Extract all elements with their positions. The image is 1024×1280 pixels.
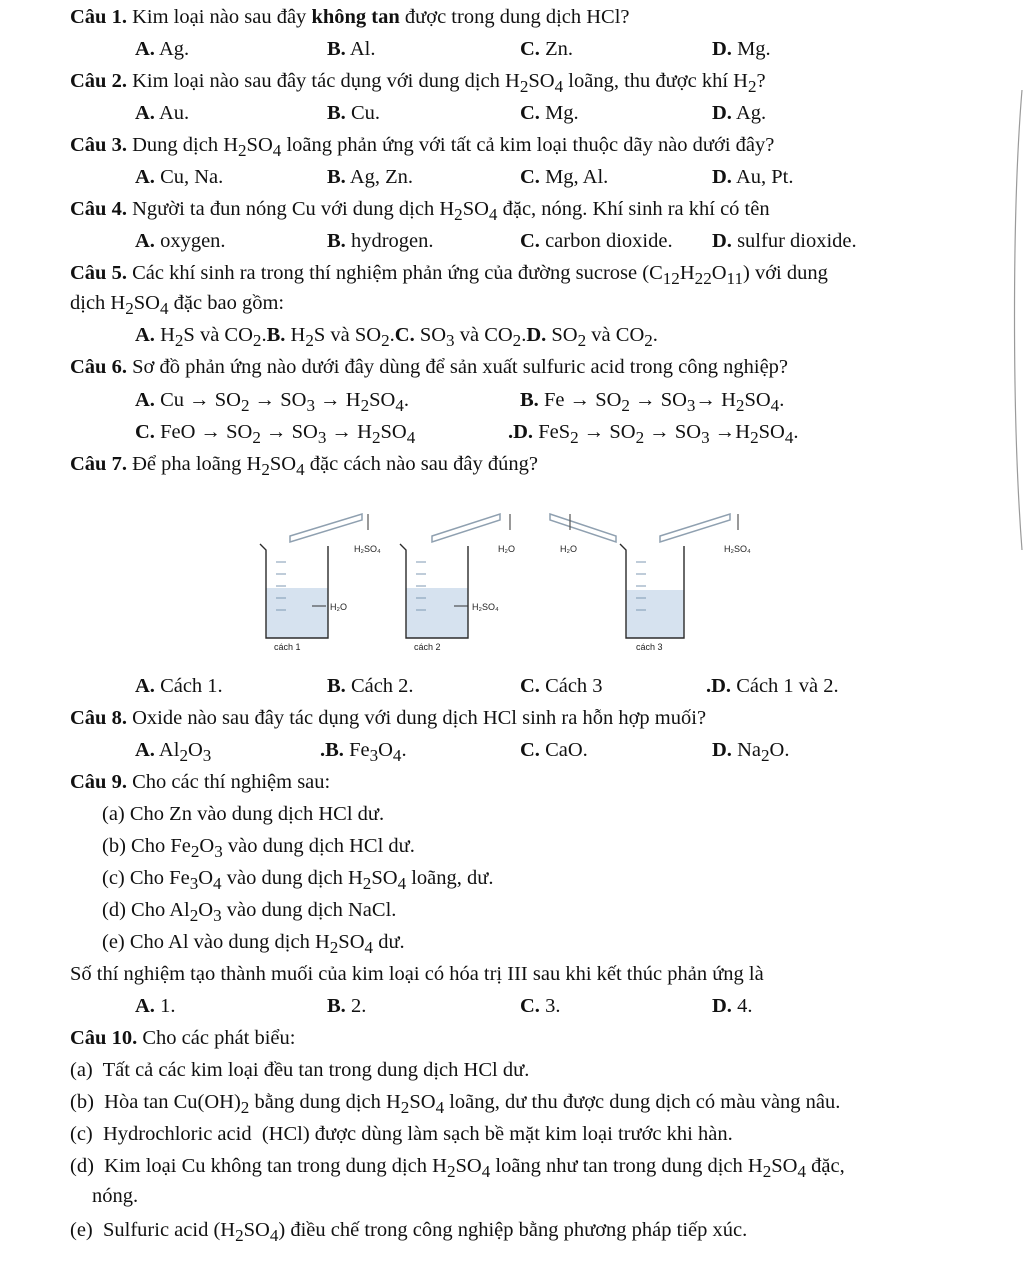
question-1 [70, 4, 630, 30]
pipette-tube [660, 514, 730, 542]
question-label: Câu 6. [70, 356, 127, 378]
option-label: .D. [508, 421, 534, 443]
option-b[interactable]: .B. $Fe_3O_4$. [320, 739, 407, 766]
pipette-tube [432, 514, 500, 542]
dilution-diagram [250, 500, 770, 660]
option-text: Cách 3 [545, 675, 603, 697]
emphasis-text: không tan [311, 6, 400, 28]
subscript: 2 [238, 141, 247, 161]
question-text: SO [246, 134, 273, 156]
page-edge-curve [1010, 90, 1024, 550]
question-5-options[interactable] [135, 322, 658, 354]
question-text: O [711, 262, 727, 284]
option-label: A. [135, 230, 155, 252]
question-8 [70, 705, 706, 731]
option-text: H [285, 324, 306, 346]
option-label: A. [135, 739, 155, 761]
subscript: 2 [454, 205, 463, 225]
option-label: A. [135, 324, 155, 346]
option-label: C. [520, 675, 540, 697]
question-text: Kim loại nào sau đây tác dụng với dung dịch H [132, 70, 520, 92]
question-text: Người ta đun nóng Cu với dung dịch H [132, 198, 455, 220]
question-text: Để pha loãng H [132, 453, 262, 475]
option-text: SO [414, 324, 447, 346]
experiment-c: (c) Cho $Fe_3O_4$ vào dung dịch $H_2SO_4$ loãng, dư. [102, 867, 494, 894]
option-d[interactable] [706, 673, 839, 699]
question-10 [70, 1025, 295, 1051]
question-label: Câu 7. [70, 453, 127, 475]
subscript: 4 [554, 77, 564, 97]
option-b[interactable] [327, 164, 413, 190]
option-label: A. [135, 166, 155, 188]
question-label: Câu 9. [70, 771, 127, 793]
question-label: Câu 8. [70, 707, 127, 729]
subscript: 2 [747, 77, 757, 97]
h2so4-label: H₂SO₄ [354, 544, 381, 554]
statement-e: (e) Sulfuric acid $(H_2SO_4)$ điều chế trong công nghiệp bằng phương pháp tiếp xúc. [70, 1219, 748, 1246]
option-text: CaO. [545, 739, 588, 761]
option-label: D. [712, 166, 732, 188]
option-label: B. [327, 102, 346, 124]
h2so4-label: H₂SO₄ [724, 544, 751, 554]
option-text: và CO [454, 324, 513, 346]
option-label: D. [712, 38, 732, 60]
option-a[interactable] [135, 36, 189, 62]
question-text: loãng, thu được khí H [563, 70, 748, 92]
question-9 [70, 769, 330, 795]
subscript: 12 [662, 269, 680, 289]
option-label: B. [327, 38, 346, 60]
subscript: 2 [252, 331, 262, 351]
question-text: Cho các phát biểu: [142, 1027, 296, 1049]
option-label: B. [520, 389, 539, 411]
subscript: 4 [272, 141, 282, 161]
option-text: 3. [545, 995, 561, 1017]
option-c[interactable] [520, 36, 573, 62]
setup-2-caption: cách 2 [414, 642, 441, 652]
pipette-tube [550, 514, 616, 542]
question-text: Kim loại nào sau đây [132, 6, 312, 28]
option-c[interactable] [520, 673, 603, 699]
option-c[interactable] [520, 100, 579, 126]
question-text: dịch H [70, 292, 126, 314]
option-text: hydrogen. [350, 230, 434, 252]
option-label: .B. [320, 739, 344, 761]
subscript: 2 [512, 331, 522, 351]
option-label: D. [712, 995, 732, 1017]
experiment-d: (d) Cho $Al_2O_3$ vào dung dịch NaCl. [102, 899, 397, 926]
option-text: Al. [349, 38, 376, 60]
liquid-fill [406, 588, 468, 638]
subscript: 3 [446, 331, 455, 351]
option-a[interactable]: A. $Al_2O_3$ [135, 739, 212, 766]
question-label: Câu 2. [70, 70, 127, 92]
option-text: Ag, Zn. [349, 166, 414, 188]
question-text: Các khí sinh ra trong thí nghiệm phản ứng của đường sucrose (C [132, 262, 663, 284]
subscript: 4 [296, 460, 305, 480]
question-text: SO [462, 198, 489, 220]
option-label: B. [327, 166, 346, 188]
option-a[interactable]: A. $Cu \to SO_2 \to SO_3 \to H_2SO_4$. [135, 389, 410, 416]
question-6 [70, 354, 788, 380]
question-text: H [679, 262, 695, 284]
question-text: ) với dung [743, 262, 828, 284]
option-label: .D. [706, 675, 732, 697]
h2o-label: H₂O [330, 602, 347, 612]
subscript: 2 [305, 331, 314, 351]
option-text: Zn. [545, 38, 573, 60]
option-d[interactable] [712, 228, 857, 254]
question-text: Sơ đồ phản ứng nào dưới đây dùng để sản xuất sulfuric acid trong công nghiệp? [132, 356, 789, 378]
liquid-fill [266, 588, 328, 638]
option-c[interactable] [520, 993, 560, 1019]
option-text: Mg, Al. [545, 166, 609, 188]
option-a[interactable] [135, 164, 223, 190]
option-b[interactable]: B. $Fe \to SO_2 \to SO_3\to H_2SO_4$. [520, 389, 785, 416]
option-text: Cách 1 và 2. [736, 675, 839, 697]
subscript: 4 [488, 205, 498, 225]
option-b[interactable] [327, 673, 414, 699]
option-label: B. [327, 675, 346, 697]
question-label: Câu 5. [70, 262, 127, 284]
option-text: Au. [158, 102, 190, 124]
option-b[interactable] [327, 228, 434, 254]
option-label: C. [520, 166, 540, 188]
question-text: Dung dịch H [132, 134, 238, 156]
option-d[interactable] [712, 100, 766, 126]
option-a[interactable] [135, 673, 223, 699]
option-label: B. [266, 324, 286, 346]
question-3 [70, 132, 774, 164]
option-d[interactable] [712, 36, 771, 62]
option-label: A. [135, 995, 155, 1017]
experiment-a: (a) Cho Zn vào dung dịch HCl dư. [102, 803, 385, 825]
option-text: Cu, Na. [160, 166, 224, 188]
subscript: 2 [174, 331, 184, 351]
option-label: A. [135, 102, 155, 124]
option-label: C. [520, 102, 540, 124]
option-label: D. [712, 230, 732, 252]
option-text: Ag. [735, 102, 767, 124]
option-text: sulfur dioxide. [737, 230, 857, 252]
setup-2 [400, 514, 515, 652]
setup-3 [550, 514, 751, 652]
question-2 [70, 68, 766, 100]
option-label: C. [520, 995, 540, 1017]
option-text: 2. [350, 995, 367, 1017]
question-text: loãng phản ứng với tất cả kim loại thuộc dãy nào dưới đây? [281, 134, 775, 156]
question-4 [70, 196, 770, 228]
option-d[interactable] [712, 164, 793, 190]
option-d[interactable] [712, 993, 752, 1019]
question-7 [70, 451, 538, 483]
option-c[interactable]: C. FeO → $SO_2 \to SO_3 \to H_2SO_4$ [135, 421, 416, 448]
option-label: C. [520, 38, 540, 60]
question-text: SO [269, 453, 297, 475]
h2o-label: H₂O [498, 544, 515, 554]
setup-3-caption: cách 3 [636, 642, 663, 652]
option-text: oxygen. [160, 230, 226, 252]
question-label: Câu 10. [70, 1027, 138, 1049]
option-text: . [652, 324, 658, 346]
option-label: C. [520, 739, 540, 761]
liquid-fill [626, 590, 684, 638]
subscript: 2 [261, 460, 270, 480]
question-text: SO [528, 70, 555, 92]
option-text: Ag. [158, 38, 190, 60]
option-label: A. [135, 38, 155, 60]
subscript: 2 [577, 331, 587, 351]
question-label: Câu 1. [70, 6, 127, 28]
option-label: A. [135, 675, 155, 697]
option-text: Au, Pt. [735, 166, 794, 188]
option-a[interactable] [135, 100, 189, 126]
subscript: 2 [644, 331, 653, 351]
statement-b: (b) Hòa $\tan Cu(OH)_2$ bằng dung dịch $H_2SO_4$ loãng, dư thu được dung dịch có màu vàng nâu. [70, 1091, 841, 1118]
option-text: S và SO [313, 324, 382, 346]
setup-1-caption: cách 1 [274, 642, 301, 652]
option-label: D. [712, 739, 732, 761]
question-text: được trong dung dịch HCl? [399, 6, 630, 28]
option-c[interactable] [520, 228, 673, 254]
question-text: đặc cách nào sau đây đúng? [304, 453, 539, 475]
setup-1 [260, 514, 381, 652]
option-label: C. [135, 421, 155, 443]
option-a[interactable] [135, 228, 226, 254]
option-c[interactable] [520, 164, 608, 190]
subscript: 2 [519, 77, 529, 97]
h2so4-label: H₂SO₄ [472, 602, 499, 612]
question-5-continued [70, 290, 284, 322]
option-label: D. [712, 102, 732, 124]
option-d[interactable]: .D. $FeS_2 \to SO_2 \to SO_3 \to H_2SO_4$. [508, 421, 799, 448]
statement-c: (c) Hydrochloric acid (HCl) được dùng làm sạch bề mặt kim loại trước khi hàn. [70, 1123, 733, 1145]
option-text: SO [546, 324, 578, 346]
option-text: Cách 1. [160, 675, 223, 697]
subscript: 11 [726, 269, 743, 289]
question-label: Câu 3. [70, 134, 127, 156]
question-9-prompt [70, 961, 764, 987]
experiment-b: (b) Cho $Fe_2O_3$ vào dung dịch HCl dư. [102, 835, 415, 862]
statement-d: (d) Kim loại Cu không tan trong dung dịch $H_2SO_4$ loãng như tan trong dung dịch $H_2SO_4$ đặc, [70, 1155, 845, 1182]
option-label: D. [526, 324, 547, 346]
question-text: Cho các thí nghiệm sau: [132, 771, 331, 793]
subscript: 4 [160, 299, 169, 319]
option-a[interactable] [135, 993, 175, 1019]
subscript: 2 [381, 331, 390, 351]
option-label: C. [520, 230, 540, 252]
question-text: SO [133, 292, 160, 314]
subscript: 22 [694, 269, 712, 289]
h2o-label: H₂O [560, 544, 577, 554]
option-c[interactable] [520, 737, 588, 763]
question-text: đặc bao gồm: [168, 292, 285, 314]
option-b[interactable] [327, 36, 375, 62]
option-label: A. [135, 389, 155, 411]
option-text: 4. [737, 995, 753, 1017]
option-text: và CO [586, 324, 645, 346]
question-text: Số thí nghiệm tạo thành muối của kim loại có hóa trị III sau khi kết thúc phản ứng là [70, 963, 764, 985]
option-text: . [261, 324, 267, 346]
option-text: 1. [160, 995, 176, 1017]
option-label: B. [327, 230, 346, 252]
option-text: H [154, 324, 175, 346]
option-text: Cách 2. [350, 675, 414, 697]
option-text: carbon dioxide. [545, 230, 673, 252]
option-text: . [521, 324, 527, 346]
option-label: C. [394, 324, 415, 346]
option-text: Cu. [350, 102, 380, 124]
option-text: Mg. [737, 38, 771, 60]
question-text: ? [756, 70, 766, 92]
option-label: B. [327, 995, 346, 1017]
subscript: 2 [125, 299, 134, 319]
pipette-tube [290, 514, 362, 542]
option-text: Mg. [545, 102, 579, 124]
question-text: Oxide nào sau đây tác dụng với dung dịch HCl sinh ra hỗn hợp muối? [132, 707, 707, 729]
option-text: . [389, 324, 395, 346]
statement-d-continued: nóng. [92, 1185, 139, 1207]
option-text: S và CO [183, 324, 253, 346]
experiment-e: (e) Cho Al vào dung dịch $H_2SO_4$ dư. [102, 931, 405, 958]
question-text: đặc, nóng. Khí sinh ra khí có tên [497, 198, 770, 220]
statement-a: (a) Tất cả các kim loại đều tan trong dung dịch HCl dư. [70, 1059, 530, 1081]
question-label: Câu 4. [70, 198, 127, 220]
option-d[interactable]: D. $Na_2O$. [712, 739, 790, 766]
question-5 [70, 260, 828, 292]
option-b[interactable] [327, 993, 366, 1019]
option-b[interactable] [327, 100, 380, 126]
